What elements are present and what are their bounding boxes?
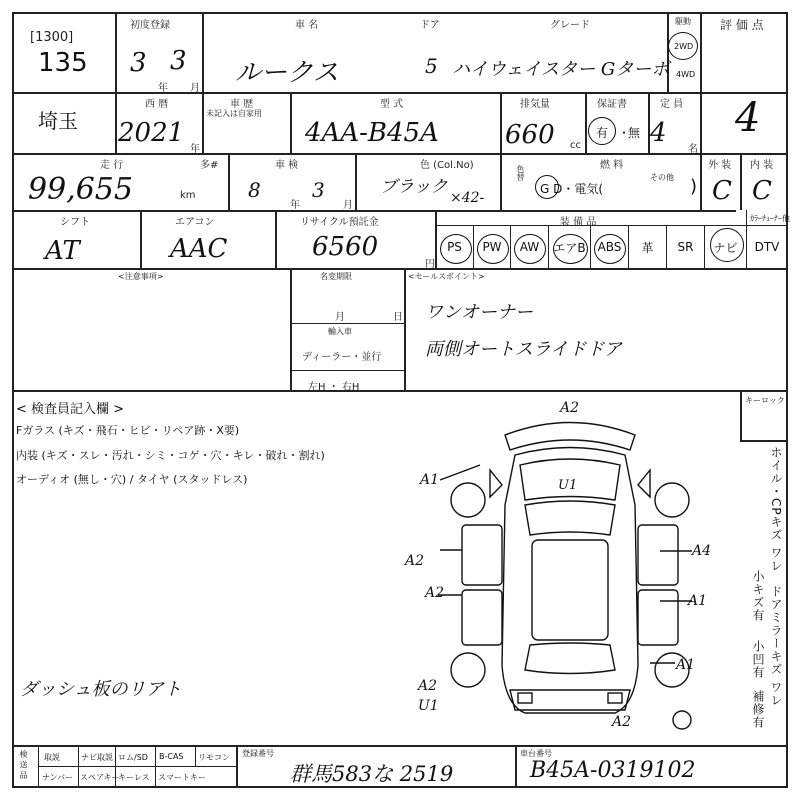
ac-label: エアコン	[175, 217, 215, 228]
equip-pw: PW	[482, 240, 502, 254]
color-change-label: 色替	[516, 165, 525, 181]
mark-top-center: U1	[558, 478, 578, 493]
capacity-label: 定 員	[660, 99, 684, 110]
mark-rear-left-2: U1	[418, 698, 439, 714]
year-unit: 年	[158, 83, 168, 94]
equip-navi: ナビ	[713, 240, 738, 255]
color-label: 色 (Col.No)	[420, 160, 474, 171]
inspector-note: ダッシュ板のリアト	[20, 679, 182, 700]
rating-label: 評 価 点	[720, 18, 764, 32]
handle-label: 左H ・ 右H	[308, 382, 360, 393]
grade: ハイウェイスター Gターボ	[452, 59, 670, 80]
side-text-1: ホイル・CPキズ ワレ	[769, 446, 783, 573]
lot-number: 135	[38, 48, 88, 78]
car-diagram	[420, 405, 720, 740]
inspector-audio: オーディオ (無し・穴) / タイヤ (スタッドレス)	[16, 473, 248, 486]
first-reg-label: 初度登録	[130, 20, 170, 31]
nameplate-day: 日	[393, 312, 403, 323]
capacity-unit: 名	[688, 144, 698, 155]
interior: C	[752, 176, 772, 206]
fuel-label: 燃 料	[600, 160, 624, 171]
equip-aw: AW	[519, 240, 540, 254]
footer-item-8: キーレス	[118, 773, 150, 782]
first-reg-year: 3	[130, 48, 147, 78]
color: ブラック	[380, 177, 448, 197]
capacity: 4	[650, 118, 667, 148]
western-year-label: 西 暦	[145, 99, 169, 110]
mark-rear: A2	[612, 714, 632, 730]
drive-4wd: 4WD	[676, 70, 696, 79]
fuel-g-circle	[535, 175, 559, 199]
footer-item-1: 取説	[44, 753, 60, 762]
equip-ps-circle	[440, 234, 472, 264]
caution-label: <注意事項>	[118, 272, 164, 281]
equip-aw-circle	[514, 234, 546, 264]
inspection-month-unit: 月	[343, 200, 353, 211]
equip-airbag-circle	[553, 234, 588, 264]
inspector-title: < 検査員記入欄 >	[16, 402, 125, 417]
month-unit: 月	[190, 83, 200, 94]
year-unit-2: 年	[190, 144, 200, 155]
nameplate-month: 月	[335, 312, 345, 323]
selling-point-2: 両側オートスライドドア	[425, 339, 622, 360]
yen-unit: 円	[425, 259, 435, 270]
chassis: B45A-0319102	[530, 758, 696, 783]
chassis-label: 車台番号	[520, 749, 552, 758]
warranty-no: 無	[628, 126, 641, 140]
warranty-label: 保証書	[597, 99, 627, 110]
dealer-label: ディーラー・並行	[302, 352, 382, 363]
mark-front: A2	[560, 400, 580, 416]
footer-item-6: ナンバー	[42, 773, 74, 782]
inspector-glass: Fガラス (キズ・飛石・ヒビ・リペア跡・X要)	[16, 424, 240, 437]
recycle: 6560	[312, 232, 379, 262]
keylock-label: キーロック	[745, 396, 785, 405]
first-reg-month: 3	[170, 46, 187, 76]
equip-sr: SR	[677, 240, 694, 254]
equip-dtv: DTV	[754, 240, 780, 254]
car-name: ルークス	[235, 58, 339, 88]
equip-airbag: エアB	[553, 240, 586, 255]
selling-point-1: ワンオーナー	[425, 302, 533, 323]
displacement-label: 排気量	[520, 99, 550, 110]
ac: AAC	[170, 234, 228, 264]
history-note: 未記入は自家用	[206, 109, 262, 118]
cc-unit: cc	[570, 140, 581, 151]
drive-2wd-circle	[668, 32, 698, 60]
selling-label: <セールスポイント>	[408, 272, 485, 281]
grade-label: グレード	[550, 20, 590, 31]
mark-right-low: A1	[688, 593, 708, 609]
side-text-5: 補修有	[751, 690, 765, 729]
footer-item-9: スマートキー	[158, 773, 206, 782]
equipment-label: 装 備 品	[560, 217, 597, 228]
fuel-other: その他	[650, 173, 674, 182]
side-text-4: 小凹有	[751, 640, 765, 679]
inspector-interior: 内装 (キズ・スレ・汚れ・シミ・コゲ・穴・キレ・破れ・割れ)	[16, 449, 325, 462]
drive-2wd: 2WD	[674, 42, 694, 51]
mark-left-low: A2	[425, 585, 445, 601]
side-text-3: 小キズ有	[751, 570, 765, 622]
inspection-label: 車 検	[275, 160, 299, 171]
plate: 群馬583な 2519	[290, 762, 454, 786]
import-label: 輸入車	[328, 327, 352, 336]
equip-navi-circle	[710, 228, 744, 262]
warranty-circle	[588, 117, 616, 145]
equip-ps: PS	[447, 240, 462, 254]
inspection-year: 8	[248, 178, 261, 202]
mark-right-rear: A1	[676, 657, 696, 673]
mileage: 99,655	[28, 172, 133, 207]
footer-item-7: スペアキー	[80, 773, 120, 782]
rating: 4	[735, 95, 761, 141]
warranty-yes: 有	[596, 126, 609, 140]
mileage-sub: 多#	[200, 160, 219, 171]
doors: 5	[425, 54, 438, 78]
equip-pw-circle	[477, 234, 509, 264]
color-code: ×42-	[450, 190, 485, 206]
equip-abs-circle	[594, 234, 626, 264]
exterior-label: 外 装	[708, 160, 732, 171]
fuel-options: G D・電気(	[540, 182, 604, 196]
inspection-month: 3	[312, 178, 325, 202]
auction-sheet: [1300] 135 初度登録 3 年 3 月 車 名 ルークス ドア 5 グレード ハイウェイスター Gターボ 駆動 2WD 4WD 評 価 点 4 埼玉 西 暦 2021 年 車 歴 未記入は自家用 型 式 4AA-B45A 排気量 660 cc 保証書 有 ・ 無 定 員 4 名 走 行 多# 99,655 km 車 検 8 年 3 月 色 (Col.No) ブラック ×42- 色替 燃 料 G D・電気( その他 ) 外 装 C 内 装 C シフト AT エアコン AAC リサイクル預託金 6560 円 装 備 品 ｶﾗｰﾁｭｰﾅｰ他 PS PW AW エアB ABS 革 SR ナビ DTV <注意事項> 名変期限 月 日 輸入車 ディーラー・並行 左H ・ 右H <セールスポイント> ワンオーナー 両側オートスライドドア < 検査員記入欄 > Fガラス (キズ・飛石・ヒビ・リペア跡・X要) 内装 (キズ・スレ・汚れ・シミ・コゲ・穴・キレ・破れ・割れ) オーディオ (無し・穴) / タイヤ (スタッドレス) ダッシュ板のリアト キーロック ホイル・CPキズ ワレ ドアミラーキズ ワレ 小キズ有 小凹有 補修有 A2 A1 U1 A2 A2 A4 A1 A1 A2 U1 A2 検 送 品 取説 ナビ取説 ロム/SD B-CAS リモコン ナンバー スペアキー キーレス スマートキー 登録番号 群馬583な 2519 車台番号 B45A-0319102	[0, 0, 800, 800]
prefecture: 埼玉	[38, 109, 78, 133]
plate-label: 登録番号	[242, 749, 274, 758]
western-year: 2021	[118, 118, 185, 148]
mark-right-mid: A4	[692, 543, 712, 559]
mark-top-left: A1	[420, 472, 440, 488]
mileage-unit: km	[180, 190, 196, 201]
mark-rear-left-1: A2	[418, 678, 438, 694]
footer-item-4: B-CAS	[159, 752, 184, 761]
car-name-label: 車 名	[295, 20, 319, 31]
displacement: 660	[505, 120, 555, 150]
drive-label: 駆動	[675, 17, 691, 26]
shift-label: シフト	[60, 217, 90, 228]
side-text-2: ドアミラーキズ ワレ	[769, 585, 783, 707]
footer-item-2: ナビ取説	[81, 753, 113, 762]
model-label: 型 式	[380, 99, 404, 110]
door-label: ドア	[420, 20, 440, 31]
history-label: 車 歴	[230, 99, 254, 110]
lot-bracket: [1300]	[30, 30, 74, 45]
model: 4AA-B45A	[305, 118, 439, 148]
nameplate-label: 名変期限	[320, 272, 352, 281]
footer-side-label: 検 送 品	[19, 750, 28, 780]
tuner-label: ｶﾗｰﾁｭｰﾅｰ他	[750, 214, 790, 223]
inspection-year-unit: 年	[290, 200, 300, 211]
mark-left-mid: A2	[405, 553, 425, 569]
equip-leather: 革	[641, 240, 654, 255]
mileage-label: 走 行	[100, 160, 124, 171]
interior-label: 内 装	[750, 160, 774, 171]
footer-item-5: リモコン	[198, 753, 230, 762]
recycle-label: リサイクル預託金	[300, 217, 379, 228]
exterior: C	[712, 176, 732, 206]
equip-abs: ABS	[597, 240, 622, 254]
footer-item-3: ロム/SD	[118, 753, 148, 762]
shift: AT	[45, 236, 80, 266]
